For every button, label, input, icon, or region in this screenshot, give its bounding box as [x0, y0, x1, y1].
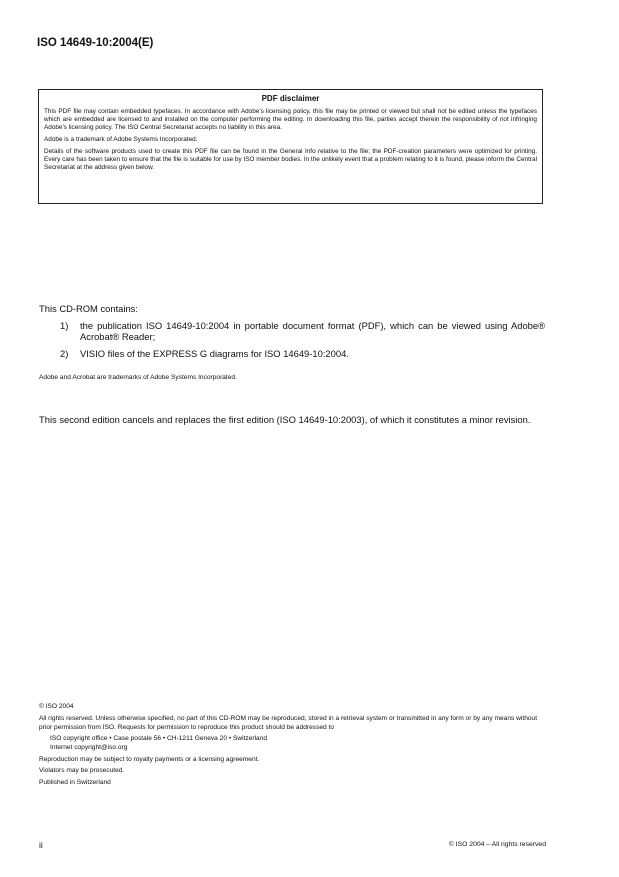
- list-item: [60, 348, 545, 359]
- disclaimer-paragraph-typefaces: This PDF file may contain embedded typefaces. In accordance with Adobe's licensing policy, this file may be printed or viewed but shall not be edited unless the typefaces which are embedded are licensed to and installed on the computer performing the editing. In downloading this file, parties accept therein the responsibility of not infringing Adobe's licensing policy. The ISO Central Secretariat accepts no liability in this area.: [44, 108, 537, 131]
- page-number: ii: [39, 840, 43, 850]
- copyright-symbol-line: © ISO 2004: [39, 703, 74, 710]
- trademark-note: Adobe and Acrobat are trademarks of Adobe Systems Incorporated.: [39, 374, 237, 381]
- list-item-text: VISIO files of the EXPRESS G diagrams for ISO 14649-10:2004.: [80, 348, 349, 359]
- edition-note: This second edition cancels and replaces the first edition (ISO 14649-10:2003), of which it constitutes a minor revision.: [39, 414, 531, 425]
- pdf-disclaimer-box: [38, 89, 543, 204]
- disclaimer-paragraph-trademark: Adobe is a trademark of Adobe Systems Incorporated.: [44, 136, 198, 143]
- cdrom-contents-list: [60, 320, 545, 365]
- copyright-royalty: Reproduction may be subject to royalty payments or a licensing agreement.: [39, 755, 260, 763]
- copyright-block: [39, 702, 546, 789]
- copyright-violators: Violators may be prosecuted.: [39, 767, 125, 774]
- list-item-number: 1): [60, 320, 69, 331]
- copyright-internet: Internet copyright@iso.org: [50, 744, 128, 751]
- copyright-rights: All rights reserved. Unless otherwise specified, no part of this CD-ROM may be reproduced, stored in a retrieval system or transmitted in any form or by any means without prior permission from ISO. Requests for permission to reproduce this product should be addressed to: [39, 714, 538, 731]
- copyright-published: Published in Switzerland: [39, 778, 111, 786]
- disclaimer-title: PDF disclaimer: [261, 94, 320, 103]
- document-header-id: ISO 14649-10:2004(E): [37, 37, 154, 49]
- list-item-text: the publication ISO 14649-10:2004 in portable document format (PDF), which can be viewed using Adobe® Acrobat® Reader;: [80, 320, 545, 342]
- disclaimer-paragraph-details: Details of the software products used to create this PDF file can be found in the General Info relative to the file; the PDF-creation parameters were optimized for printing. Every care has been taken to ensure that the file is suitable for use by ISO member bodies. In the unlikely event that a problem relating to it is found, please inform the Central Secretariat at the address given below.: [44, 148, 537, 171]
- copyright-address: ISO copyright office • Case postale 56 • CH-1211 Geneva 20 • Switzerland: [50, 735, 268, 742]
- list-item: [60, 320, 545, 342]
- footer-rights-notice: © ISO 2004 – All rights reserved: [448, 841, 546, 848]
- cdrom-intro: This CD-ROM contains:: [39, 303, 138, 314]
- list-item-number: 2): [60, 348, 69, 359]
